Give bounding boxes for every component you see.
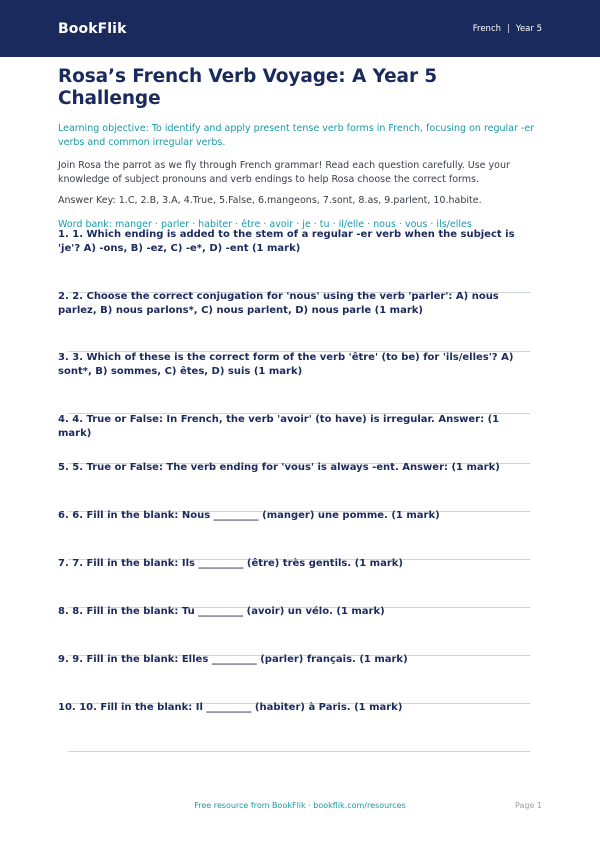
worksheet-intro: [58, 66, 542, 231]
answer-line-10: [68, 751, 530, 752]
brand-logo[interactable]: BookFlik: [58, 20, 127, 37]
learning-objective: Learning objective: To identify and apply present tense verb forms in French, focusing on regular -er verbs and common irregular verbs.: [58, 123, 535, 148]
page-header: [0, 0, 600, 57]
question-5: 5. 5. True or False: The verb ending for 'vous' is always -ent. Answer: (1 mark): [58, 462, 500, 473]
answer-key: Answer Key: 1.C, 2.B, 3.A, 4.True, 5.False, 6.mangeons, 7.sont, 8.as, 9.parlent, 10.habite.: [58, 195, 482, 206]
question-2: 2. 2. Choose the correct conjugation for 'nous' using the verb 'parler': A) nous parlez, B) nous parlons*, C) nous parlent, D) nous parle (1 mark): [58, 291, 499, 316]
question-4: 4. 4. True or False: In French, the verb 'avoir' (to have) is irregular. Answer: (1 mark): [58, 414, 500, 439]
question-9: 9. 9. Fill in the blank: Elles _________ (parler) français. (1 mark): [58, 654, 408, 665]
subject-label: French: [472, 23, 502, 34]
question-3: 3. 3. Which of these is the correct form of the verb 'être' (to be) for 'ils/elles'? A) sont*, B) sommes, C) êtes, D) suis (1 mark): [58, 352, 514, 377]
intro-text: Join Rosa the parrot as we fly through French grammar! Read each question carefully. Use your knowledge of subject pronouns and verb endings to help Rosa choose the correct forms.: [58, 160, 510, 185]
header-meta: [473, 24, 542, 34]
header-separator: |: [507, 23, 510, 34]
footer-credit-link[interactable]: Free resource from BookFlik · bookflik.com/resources: [194, 801, 406, 810]
page-title: Rosa’s French Verb Voyage: A Year 5 Challenge: [58, 66, 438, 109]
word-bank: Word bank: manger · parler · habiter · être · avoir · je · tu · il/elle · nous · vous · ils/elles: [58, 218, 472, 230]
question-7: 7. 7. Fill in the blank: Ils _________ (être) très gentils. (1 mark): [58, 558, 403, 569]
page-footer: [0, 801, 600, 815]
page-number: Page 1: [515, 801, 542, 810]
year-label: Year 5: [515, 23, 542, 34]
question-8: 8. 8. Fill in the blank: Tu _________ (avoir) un vélo. (1 mark): [58, 606, 385, 617]
question-1: 1. 1. Which ending is added to the stem of a regular -er verb when the subject is 'je'? A) -ons, B) -ez, C) -e*, D) -ent (1 mark): [58, 229, 515, 254]
question-10: 10. 10. Fill in the blank: Il _________ (habiter) à Paris. (1 mark): [58, 702, 403, 713]
question-6: 6. 6. Fill in the blank: Nous _________ (manger) une pomme. (1 mark): [58, 510, 440, 521]
